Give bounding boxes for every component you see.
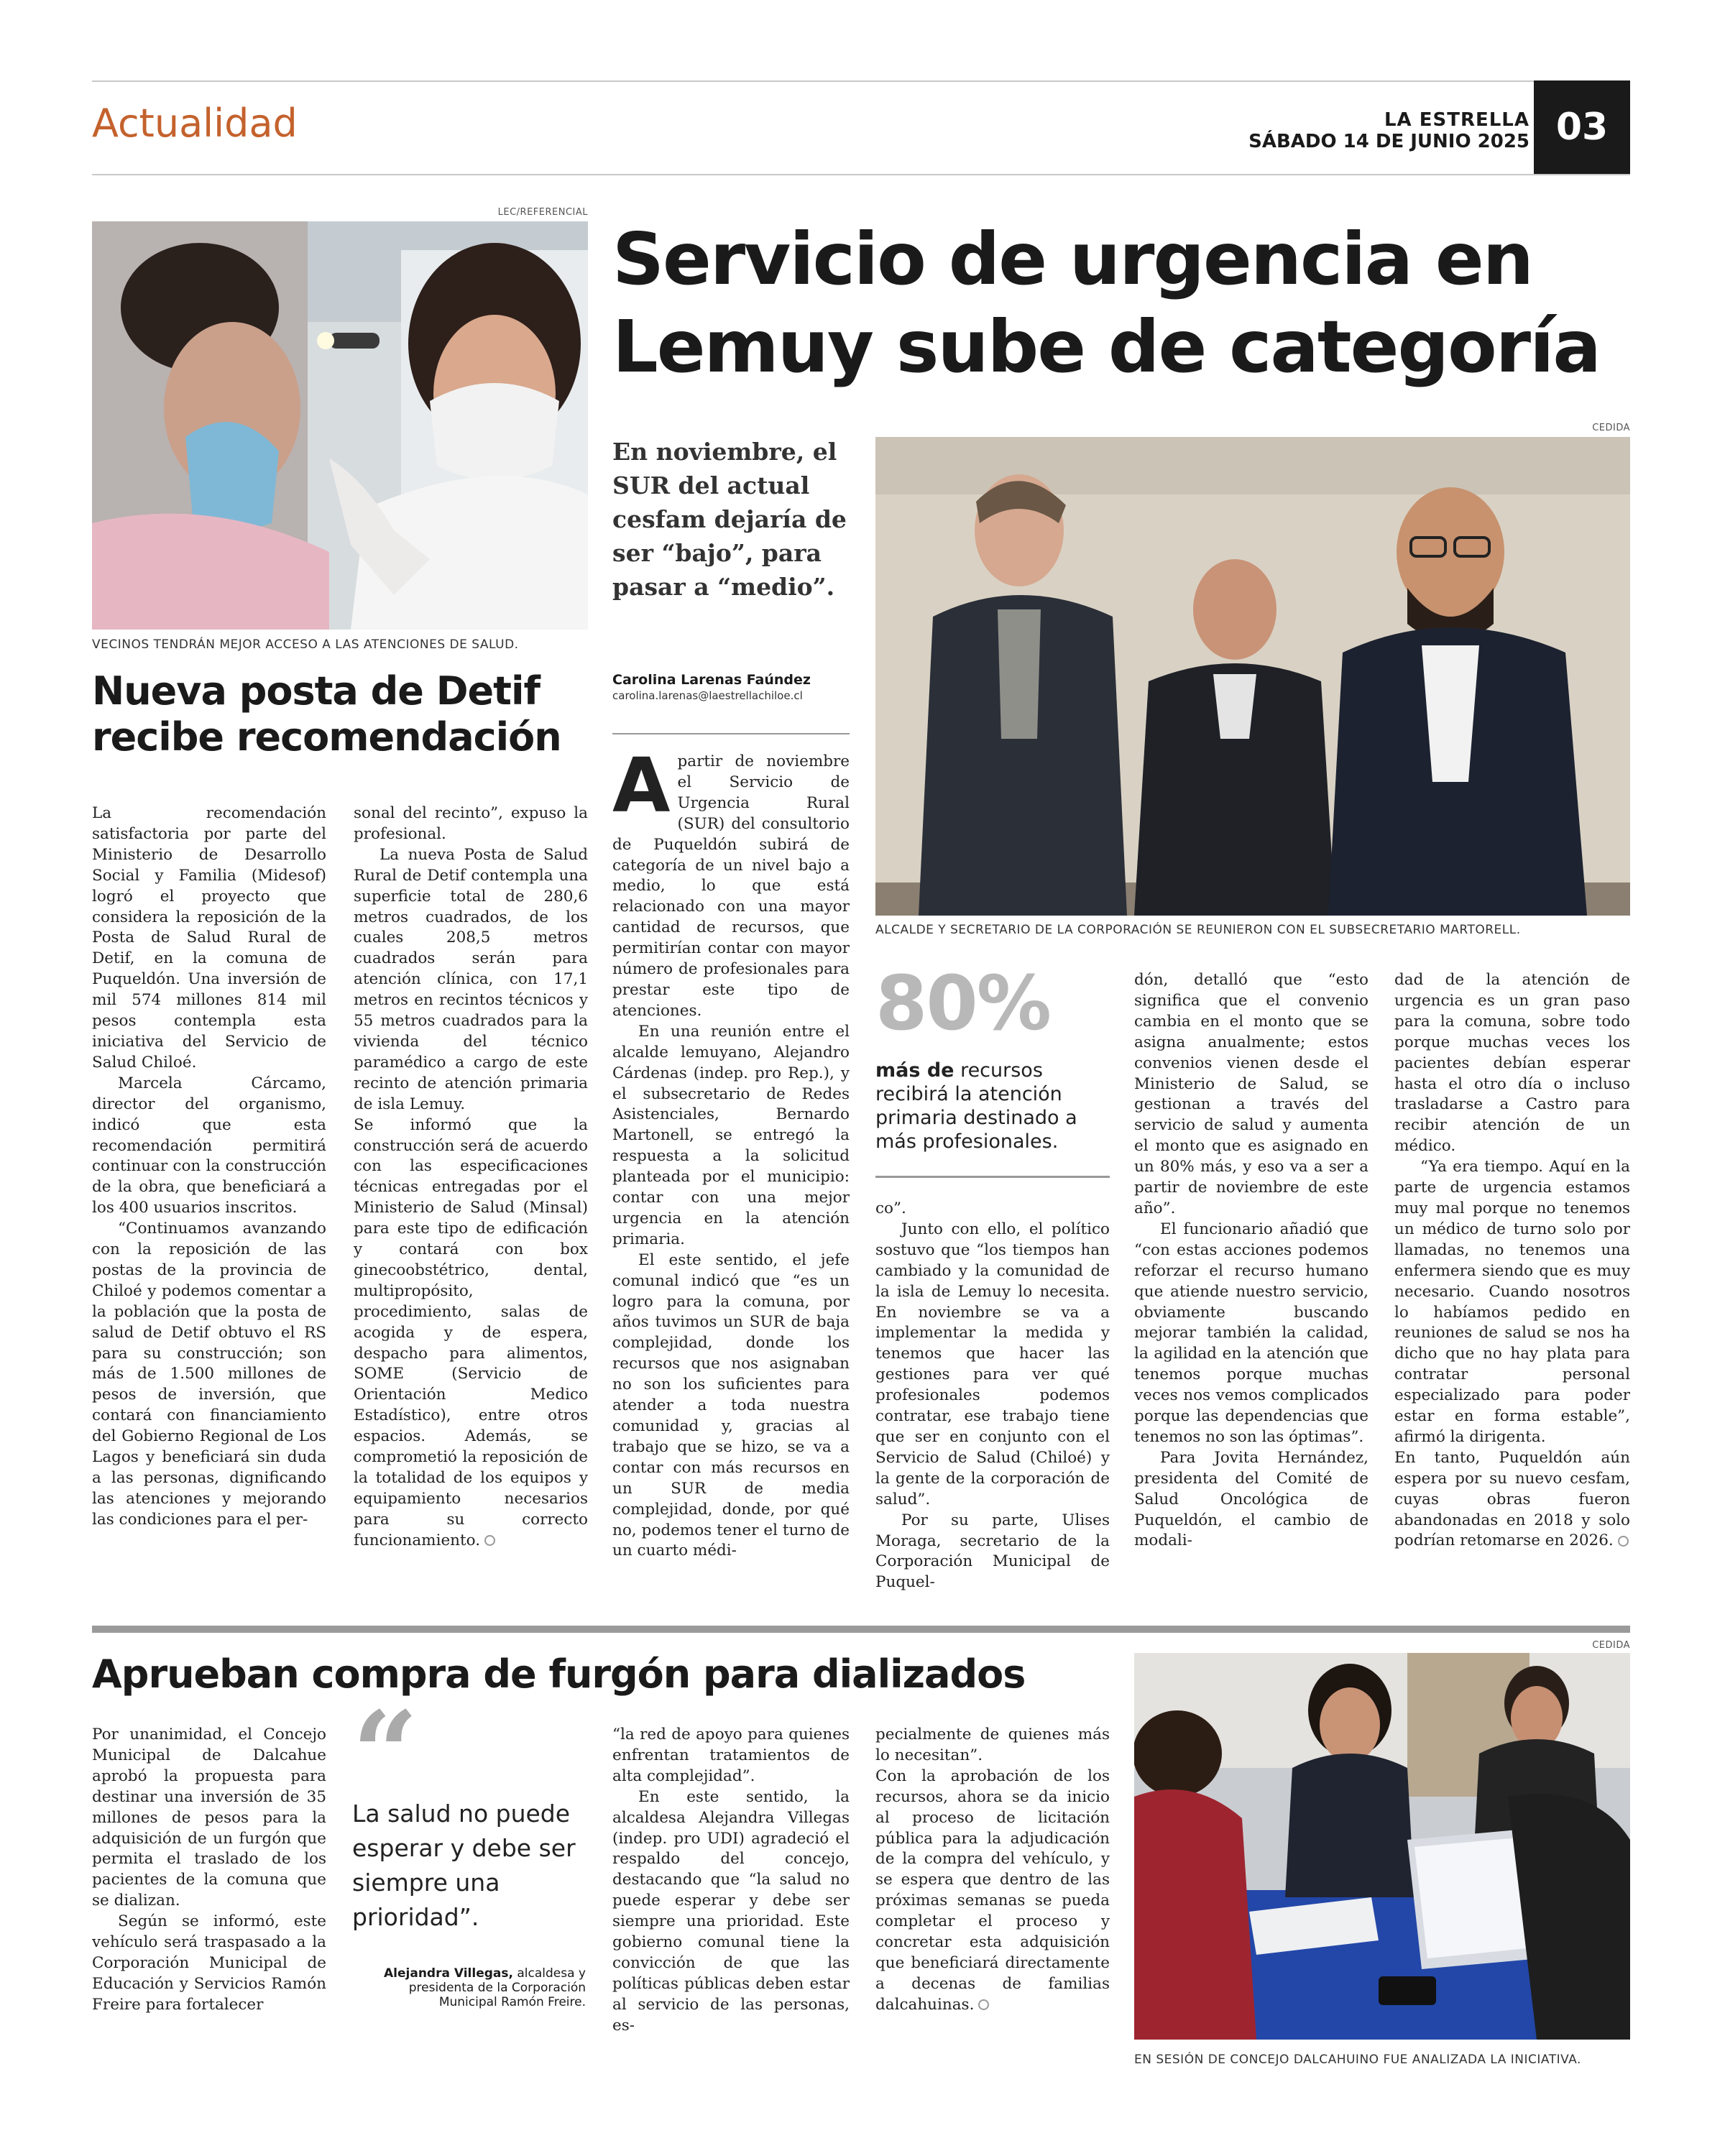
publication-name: LA ESTRELLA [1384, 109, 1530, 131]
paragraph: Por unanimidad, el Concejo Municipal de Dalcahue aprobó la propuesta para destinar una inversión de 35 millones de pesos para la adquisición de un furgón que permita el traslado de los pacientes de la comuna que se dializan. [92, 1726, 326, 1910]
headline-detif: Nueva posta de Detif recibe recomendación [92, 668, 561, 760]
paragraph: Con la aprobación de los recursos, ahora se da inicio al proceso de licitación pública para la adjudicación de la compra del vehículo, y se espera que dentro de las próximas semanas se pueda completar el proceso y concretar esta adquisición que beneficiará directamente a decenas de familias dalcahuinas. [875, 1766, 1110, 2014]
pullquote: La salud no puede esperar y debe ser siempre una prioridad”. [352, 1800, 576, 1931]
photo-health-exam-illustration [92, 221, 588, 630]
stat-description [875, 1059, 1113, 1153]
top-rule [92, 80, 1534, 82]
paragraph: pecialmente de quienes más lo necesitan”. [875, 1726, 1110, 1764]
photo-credit: CEDIDA [1592, 1640, 1630, 1651]
paragraph: En una reunión entre el alcalde lemuyano, Alejandro Cárdenas (indep. pro Rep.), y el subsecretario de Redes Asistenciales, Bernardo Martonell, se entregó la respuesta a la solicitud planteada por el municipio: contar con una mejor urgencia en la atención primaria. [612, 1022, 850, 1248]
end-mark-icon [1618, 1536, 1629, 1547]
paragraph: Junto con ello, el político sostuvo que “los tiempos han cambiado y la comunidad de la isla de Lemuy lo necesita. En noviembre se va a implementar la medida y tenemos que hacer las gestiones para ver qué profesionales podemos contratar, ese trabajo tiene que ser en conjunto con el Servicio de Salud (Chiloé) y la gente de la corporación de salud”. [875, 1220, 1110, 1508]
headline-lemuy: Servicio de urgencia en Lemuy sube de categoría [612, 217, 1600, 389]
byline-email: carolina.larenas@laestrellachiloe.cl [612, 689, 803, 702]
end-mark-icon [978, 1999, 989, 2010]
photo-council-illustration [1134, 1653, 1630, 2040]
paragraph: La recomendación satisfactoria por parte del Ministerio de Desarrollo Social y Familia (Midesof) logró el proyecto que considera la reposición de la Posta de Salud Rural de Detif, en la comuna de Puqueldón. Una inversión de mil 574 millones 814 mil pesos contempla esta iniciativa del Servicio de Salud Chiloé. [92, 804, 326, 1072]
byline-rule [612, 733, 850, 734]
stat-text: recursos recibirá la atención primaria destinado a más profesionales. [875, 1059, 1077, 1153]
photo-officials-meeting [875, 437, 1630, 916]
paragraph: co”. [875, 1199, 906, 1217]
stat-bold: más de [875, 1059, 954, 1082]
dalcahue-column-2 [612, 1725, 850, 2070]
quote-mark-icon: “ [352, 1686, 419, 1821]
paragraph: partir de noviembre el Servicio de Urgencia Rural (SUR) del consultorio de Puqueldón subirá de categoría de un nivel bajo a medio, lo que está relacionado con una mayor cantidad de recursos, que permitirían contar con mayor número de profesionales para prestar este tipo de atenciones. [612, 752, 850, 1020]
publication-date: SÁBADO 14 DE JUNIO 2025 [1248, 131, 1530, 152]
detif-column-1 [92, 803, 326, 1614]
paragraph: En tanto, Puqueldón aún espera por su nuevo cesfam, cuyas obras fueron abandonadas en 2018 y solo podrían retomarse en 2026. [1394, 1448, 1630, 1550]
paragraph: La nueva Posta de Salud Rural de Detif contempla una superficie total de 280,6 metros cuadrados, de los cuales 208,5 metros cuadrados serán para atención clínica, con 17,1 metros en recintos técnicos y 55 metros cuadrados para la vivienda del técnico paramédico a cargo de este recinto de atención primaria de isla Lemuy. [354, 845, 588, 1113]
headline-dalcahue: Aprueban compra de furgón para dializados [92, 1651, 1026, 1697]
masthead [1248, 109, 1530, 152]
paragraph: dón, detalló que “esto significa que el convenio cambia en el monto que se asigna anualmente; estos convenios vienen desde el Ministerio de Salud, se gestionan a través del servicio de salud y aumenta el monto que es asignado en un 80% más, y eso va a ser a partir de noviembre de este año”. [1134, 971, 1368, 1217]
lemuy-column-2 [875, 1199, 1110, 1614]
photo-caption: EN SESIÓN DE CONCEJO DALCAHUINO FUE ANALIZADA LA INICIATIVA. [1134, 2053, 1581, 2067]
section-name: Actualidad [92, 101, 298, 146]
photo-credit: CEDIDA [1592, 423, 1630, 433]
photo-council-session [1134, 1653, 1630, 2040]
paragraph: “la red de apoyo para quienes enfrentan tratamientos de alta complejidad”. [612, 1726, 850, 1785]
paragraph: Se informó que la construcción será de acuerdo con las especificaciones técnicas entregadas por el Ministerio de Salud (Minsal) para este tipo de edificación y contará con box ginecoobstétrico, dental, multipropósito, procedimiento, salas de acogida y de espera, despacho para alimentos, SOME (Servicio de Orientación Medico Estadístico), entre otros espacios. Además, se comprometió la reposición de la totalidad de los equipos y equipamiento necesarios para su correcto funcionamiento. [354, 1115, 588, 1549]
byline-name: Carolina Larenas Faúndez [612, 672, 811, 688]
paragraph: En este sentido, la alcaldesa Alejandra Villegas (indep. pro UDI) agradeció el respaldo del concejo, destacando que “la salud no puede esperar y debe ser siempre una prioridad. Este gobierno comunal tiene la convicción de que las políticas públicas deben estar al servicio de las personas, es- [612, 1787, 850, 2035]
quote-attribution-name: Alejandra Villegas, [384, 1966, 513, 1981]
drop-cap: A [612, 752, 671, 829]
dalcahue-column-1 [92, 1725, 326, 2070]
paragraph: dad de la atención de urgencia es un gran paso para la comuna, sobre todo porque muchas veces los pacientes debían esperar hasta el otro día o incluso trasladarse a Castro para recibir atención de un médico. [1394, 971, 1630, 1156]
photo-officials-illustration [875, 437, 1630, 916]
story-divider [92, 1626, 1630, 1633]
lemuy-column-1 [612, 752, 850, 1614]
paragraph: “Ya era tiempo. Aquí en la parte de urgencia estamos muy mal porque no tenemos un médico de turno solo por llamadas, no tenemos una enfermera siendo que es muy necesario. Cuando nosotros lo habíamos pedido en reuniones de salud se nos ha dicho que no hay plata para contratar personal especializado para poder estar en forma estable”, afirmó la dirigenta. [1394, 1158, 1630, 1446]
paragraph: Según se informó, este vehículo será traspasado a la Corporación Municipal de Educación y Servicios Ramón Freire para fortalecer [92, 1912, 326, 2014]
end-mark-icon [484, 1535, 495, 1546]
paragraph: sonal del recinto”, expuso la profesional. [354, 804, 588, 843]
lemuy-column-4 [1394, 970, 1630, 1614]
header-rule [92, 174, 1630, 175]
stat-value: 80% [875, 959, 1050, 1047]
deck-lemuy: En noviembre, el SUR del actual cesfam dejaría de ser “bajo”, para pasar a “medio”. [612, 438, 847, 601]
photo-credit: LEC/REFERENCIAL [497, 207, 588, 218]
quote-attribution-role: alcaldesa y presidenta de la Corporación Municipal Ramón Freire. [408, 1966, 586, 2009]
paragraph: “Continuamos avanzando con la reposición de las postas de la provincia de Chiloé y podemos comentar a la población que la posta de salud de Detif obtuvo el RS para su construcción; son más de 1.500 millones de pesos de inversión, que contará con financiamiento del Gobierno Regional de Los Lagos y beneficiará sin duda a las personas, dignificando las atenciones y mejorando las condiciones para el per- [92, 1220, 326, 1529]
detif-column-2 [354, 803, 588, 1614]
stat-rule [875, 1176, 1110, 1178]
quote-attribution [352, 1966, 586, 2009]
paragraph: El funcionario añadió que “con estas acciones podemos reforzar el recurso humano que atiende nuestro servicio, obviamente buscando mejorar también la calidad, la agilidad en la atención que tenemos porque muchas veces nos vemos complicados porque las dependencias que tenemos no son las óptimas”. [1134, 1220, 1368, 1446]
photo-health-exam [92, 221, 588, 630]
lemuy-column-3 [1134, 970, 1368, 1614]
page-number: 03 [1534, 80, 1630, 174]
paragraph: Para Jovita Hernández, presidenta del Comité de Salud Oncológica de Puqueldón, el cambio de modali- [1134, 1448, 1368, 1550]
paragraph: Por su parte, Ulises Moraga, secretario de la Corporación Municipal de Puquel- [875, 1511, 1110, 1592]
paragraph: El este sentido, el jefe comunal indicó que “es un logro para la comuna, por años tuvimos un SUR de baja complejidad, donde los recursos que nos asignaban no son los suficientes para atender a toda nuestra comunidad y, gracias al trabajo que se hizo, se va a contar con más recursos en un SUR de media complejidad, donde, por qué no, podemos tener el turno de un cuarto médi- [612, 1250, 850, 1560]
photo-caption: VECINOS TENDRÁN MEJOR ACCESO A LAS ATENCIONES DE SALUD. [92, 637, 519, 652]
dalcahue-column-3 [875, 1725, 1110, 2070]
paragraph: Marcela Cárcamo, director del organismo, indicó que esta recomendación permitirá continuar con la construcción de la obra, que beneficiará a los 400 usuarios inscritos. [92, 1074, 326, 1217]
photo-caption: ALCALDE Y SECRETARIO DE LA CORPORACIÓN SE REUNIERON CON EL SUBSECRETARIO MARTORELL. [875, 923, 1521, 937]
byline [612, 672, 857, 702]
